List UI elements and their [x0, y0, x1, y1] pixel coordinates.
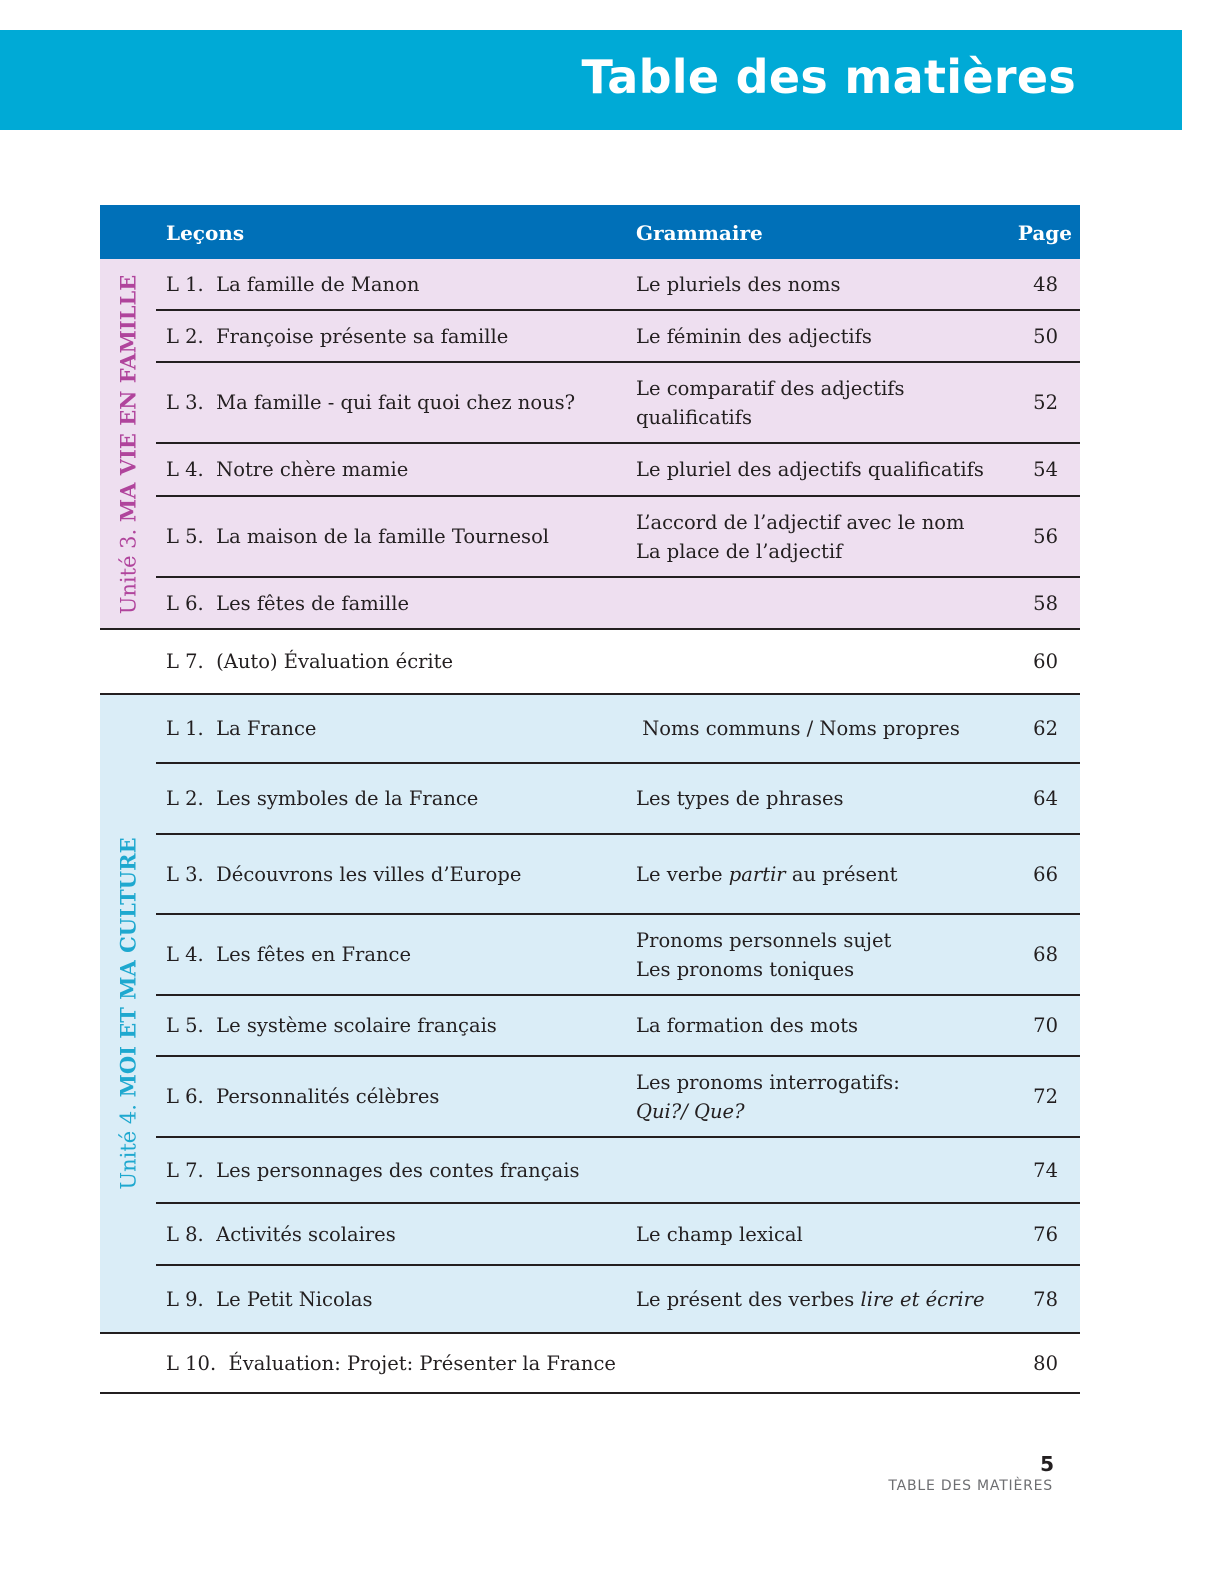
- footer-page-number: 5: [1040, 1452, 1054, 1476]
- page-number: 52: [1033, 391, 1058, 414]
- table-row: [156, 444, 1080, 497]
- unit-3-name: MA VIE EN FAMILLE: [115, 274, 141, 523]
- table-row: [156, 259, 1080, 311]
- grammar-topic: [636, 1266, 985, 1332]
- page-number: 60: [1033, 650, 1058, 673]
- grammar-line: La place de l’adjectif: [636, 539, 843, 563]
- page-number: 62: [1033, 717, 1058, 740]
- lesson-title: L 1. La France: [166, 717, 317, 740]
- grammar-topic: [636, 915, 891, 994]
- grammar-line: Pronoms personnels sujet: [636, 928, 892, 952]
- header-band: [0, 30, 1182, 130]
- lesson-title: L 7. (Auto) Évaluation écrite: [166, 650, 454, 673]
- grammar-italic-line: Qui?/ Que?: [636, 1099, 745, 1123]
- page-number: 76: [1033, 1222, 1058, 1246]
- header-grammar: Grammaire: [636, 221, 763, 245]
- lesson-title: L 2. Les symboles de la France: [166, 787, 479, 810]
- lesson-title: L 5. La maison de la famille Tournesol: [166, 525, 550, 548]
- lesson-title: L 3. Découvrons les villes d’Europe: [166, 862, 522, 886]
- table-row: [156, 363, 1080, 444]
- grammar-line: Noms communs / Noms propres: [636, 717, 960, 740]
- grammar-text: Le présent des verbes: [636, 1287, 861, 1311]
- page-title: Table des matières: [581, 50, 1076, 104]
- grammar-line: [636, 860, 898, 889]
- lesson-title: L 6. Personnalités célèbres: [166, 1085, 440, 1108]
- page-number: 68: [1033, 943, 1058, 966]
- table-row: [156, 1138, 1080, 1204]
- table-row: [100, 1266, 1080, 1334]
- page-number: 74: [1033, 1158, 1058, 1182]
- page-number: 72: [1033, 1085, 1058, 1108]
- grammar-topic: [636, 497, 965, 576]
- page-number: 48: [1033, 272, 1058, 296]
- page-number: 80: [1033, 1351, 1058, 1375]
- table-row: [156, 996, 1080, 1057]
- table-row: [156, 497, 1080, 578]
- grammar-line: Le pluriel des adjectifs qualificatifs: [636, 458, 984, 481]
- table-row: [100, 578, 1080, 630]
- grammar-topic: [636, 444, 984, 495]
- grammar-topic: [636, 996, 858, 1055]
- table-row: [156, 311, 1080, 363]
- page-number: 58: [1033, 591, 1058, 615]
- grammar-topic: [636, 835, 898, 913]
- grammar-line: qualificatifs: [636, 405, 752, 429]
- footer-section-label: TABLE DES MATIÈRES: [888, 1478, 1053, 1494]
- lesson-title: L 7. Les personnages des contes français: [166, 1158, 580, 1182]
- grammar-line: Les pronoms toniques: [636, 957, 855, 981]
- grammar-line: L’accord de l’adjectif avec le nom: [636, 510, 965, 534]
- header-page: Page: [1017, 221, 1072, 245]
- lesson-title: L 1. La famille de Manon: [166, 272, 420, 296]
- grammar-line: La formation des mots: [636, 1014, 859, 1037]
- unit-4-label: [100, 695, 156, 1332]
- unit-4-block: [100, 695, 1080, 1334]
- lesson-title: L 4. Les fêtes en France: [166, 943, 411, 966]
- page-number: 78: [1033, 1287, 1058, 1311]
- grammar-topic: [636, 695, 960, 762]
- grammar-topic: [636, 259, 841, 309]
- header-lessons: Leçons: [166, 221, 245, 245]
- grammar-italic: partir: [728, 862, 786, 886]
- unit-3-prefix: Unité 3.: [116, 522, 141, 615]
- unit-4-prefix: Unité 4.: [116, 1097, 141, 1190]
- table-of-contents: [100, 205, 1080, 1394]
- evaluation-row: [100, 1334, 1080, 1394]
- lesson-title: L 6. Les fêtes de famille: [166, 591, 409, 615]
- grammar-italic: lire et écrire: [860, 1287, 985, 1311]
- grammar-line: Les types de phrases: [636, 787, 844, 810]
- table-row: [156, 835, 1080, 915]
- lesson-title: L 9. Le Petit Nicolas: [166, 1287, 373, 1311]
- grammar-line: Les pronoms interrogatifs:: [636, 1070, 900, 1094]
- table-row: [156, 915, 1080, 996]
- lesson-title: L 2. Françoise présente sa famille: [166, 324, 509, 348]
- evaluation-row: [100, 630, 1080, 695]
- grammar-line: Le champ lexical: [636, 1222, 803, 1246]
- unit-3-block: [100, 259, 1080, 630]
- unit-3-label: [100, 259, 156, 630]
- grammar-line: Le comparatif des adjectifs: [636, 376, 905, 400]
- grammar-text: au présent: [785, 862, 898, 886]
- grammar-line: Le pluriels des noms: [636, 272, 841, 296]
- page-number: 56: [1033, 525, 1058, 548]
- grammar-text: Le verbe: [636, 862, 729, 886]
- lesson-title: L 5. Le système scolaire français: [166, 1014, 497, 1037]
- lesson-title: L 10. Évaluation: Projet: Présenter la France: [166, 1351, 616, 1375]
- grammar-line: Le féminin des adjectifs: [636, 324, 872, 348]
- unit-4-name: MOI ET MA CULTURE: [115, 837, 141, 1098]
- page-number: 50: [1033, 324, 1058, 348]
- table-row: [156, 1057, 1080, 1138]
- grammar-line: [636, 1285, 985, 1314]
- page-number: 70: [1033, 1014, 1058, 1037]
- grammar-topic: [636, 1057, 900, 1136]
- grammar-topic: [636, 311, 872, 361]
- lesson-title: L 3. Ma famille - qui fait quoi chez nous?: [166, 391, 576, 414]
- table-row: [156, 1204, 1080, 1266]
- lesson-title: L 4. Notre chère mamie: [166, 458, 409, 481]
- table-header: [100, 205, 1080, 259]
- page-number: 54: [1033, 458, 1058, 481]
- page-number: 66: [1033, 862, 1058, 886]
- grammar-topic: [636, 363, 905, 442]
- table-row: [156, 695, 1080, 764]
- page-number: 64: [1033, 787, 1058, 810]
- grammar-topic: [636, 1204, 803, 1264]
- grammar-topic: [636, 764, 844, 833]
- table-row: [156, 764, 1080, 835]
- lesson-title: L 8. Activités scolaires: [166, 1222, 396, 1246]
